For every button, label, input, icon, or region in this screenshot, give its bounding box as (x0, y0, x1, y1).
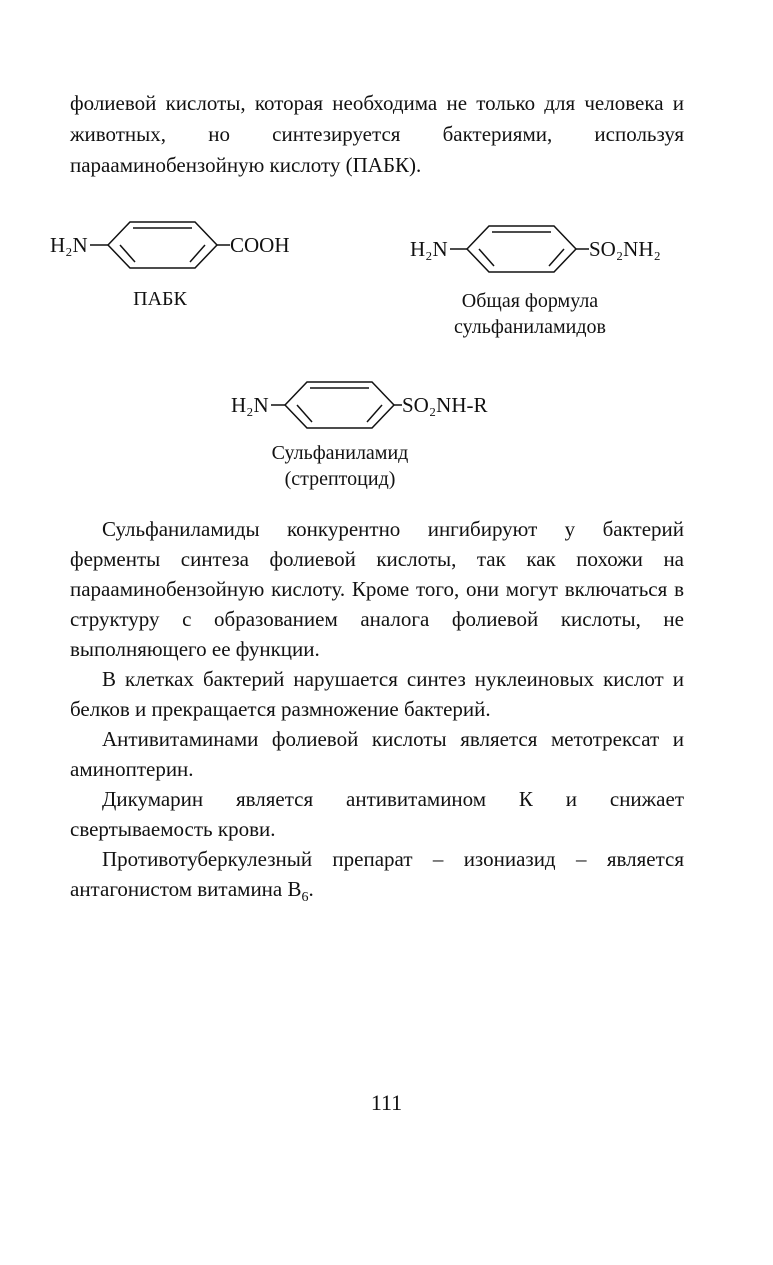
general-right-group: SO₂NH₂ (589, 237, 661, 261)
pabk-right-group: COOH (230, 233, 290, 257)
pabk-left-group: H₂N (50, 233, 88, 257)
benzene-ring (285, 382, 394, 428)
streptocide-right-group: SO₂NH-R (402, 393, 488, 417)
general-left-group: H₂N (410, 237, 448, 261)
streptocide-structure (225, 370, 535, 440)
general-caption-line1: Общая формула (461, 290, 599, 312)
paragraph-last-text: Противотуберкулезный препарат – изониазид – является антагонистом витамина В (70, 847, 684, 901)
intro-paragraph: фолиевой кислоты, которая необходима не только для человека и животных, но синтезируется бактериями, используя парааминобензойную кислоту (ПАБК). (70, 91, 684, 177)
paragraph-last-end: . (308, 877, 314, 901)
paragraph-last (70, 844, 684, 913)
general-caption-line2: сульфаниламидов (454, 316, 606, 338)
page-number: 111 (370, 1090, 403, 1115)
vitamin-subscript: 6 (301, 890, 309, 906)
paragraph: Сульфаниламиды конкурентно ингибируют у бактерий ферменты синтеза фолиевой кислоты, так как похожи на парааминобензойную кислоту. Кроме того, они могут включаться в структуру с образованием аналога фолиевой кислоты, не выполняющего ее функции. (70, 517, 684, 661)
benzene-ring (467, 226, 576, 272)
streptocide-caption-line2: (стрептоцид) (284, 468, 396, 490)
streptocide-caption-line1: Сульфаниламид (271, 442, 409, 464)
general-sulfanilamide-structure (405, 214, 705, 284)
paragraph: Антивитаминами фолиевой кислоты является метотрексат и аминоптерин. (70, 727, 684, 781)
paragraph: Дикумарин является антивитамином К и снижает свертываемость крови. (70, 787, 684, 841)
streptocide-caption (240, 440, 440, 492)
body-text (70, 514, 684, 913)
paragraph: В клетках бактерий нарушается синтез нуклеиновых кислот и белков и прекращается размножение бактерий. (70, 667, 684, 721)
pabk-structure (40, 210, 320, 280)
general-caption (420, 288, 640, 340)
pabk-caption: ПАБК (133, 288, 187, 310)
streptocide-left-group: H₂N (231, 393, 269, 417)
benzene-ring (108, 222, 217, 268)
